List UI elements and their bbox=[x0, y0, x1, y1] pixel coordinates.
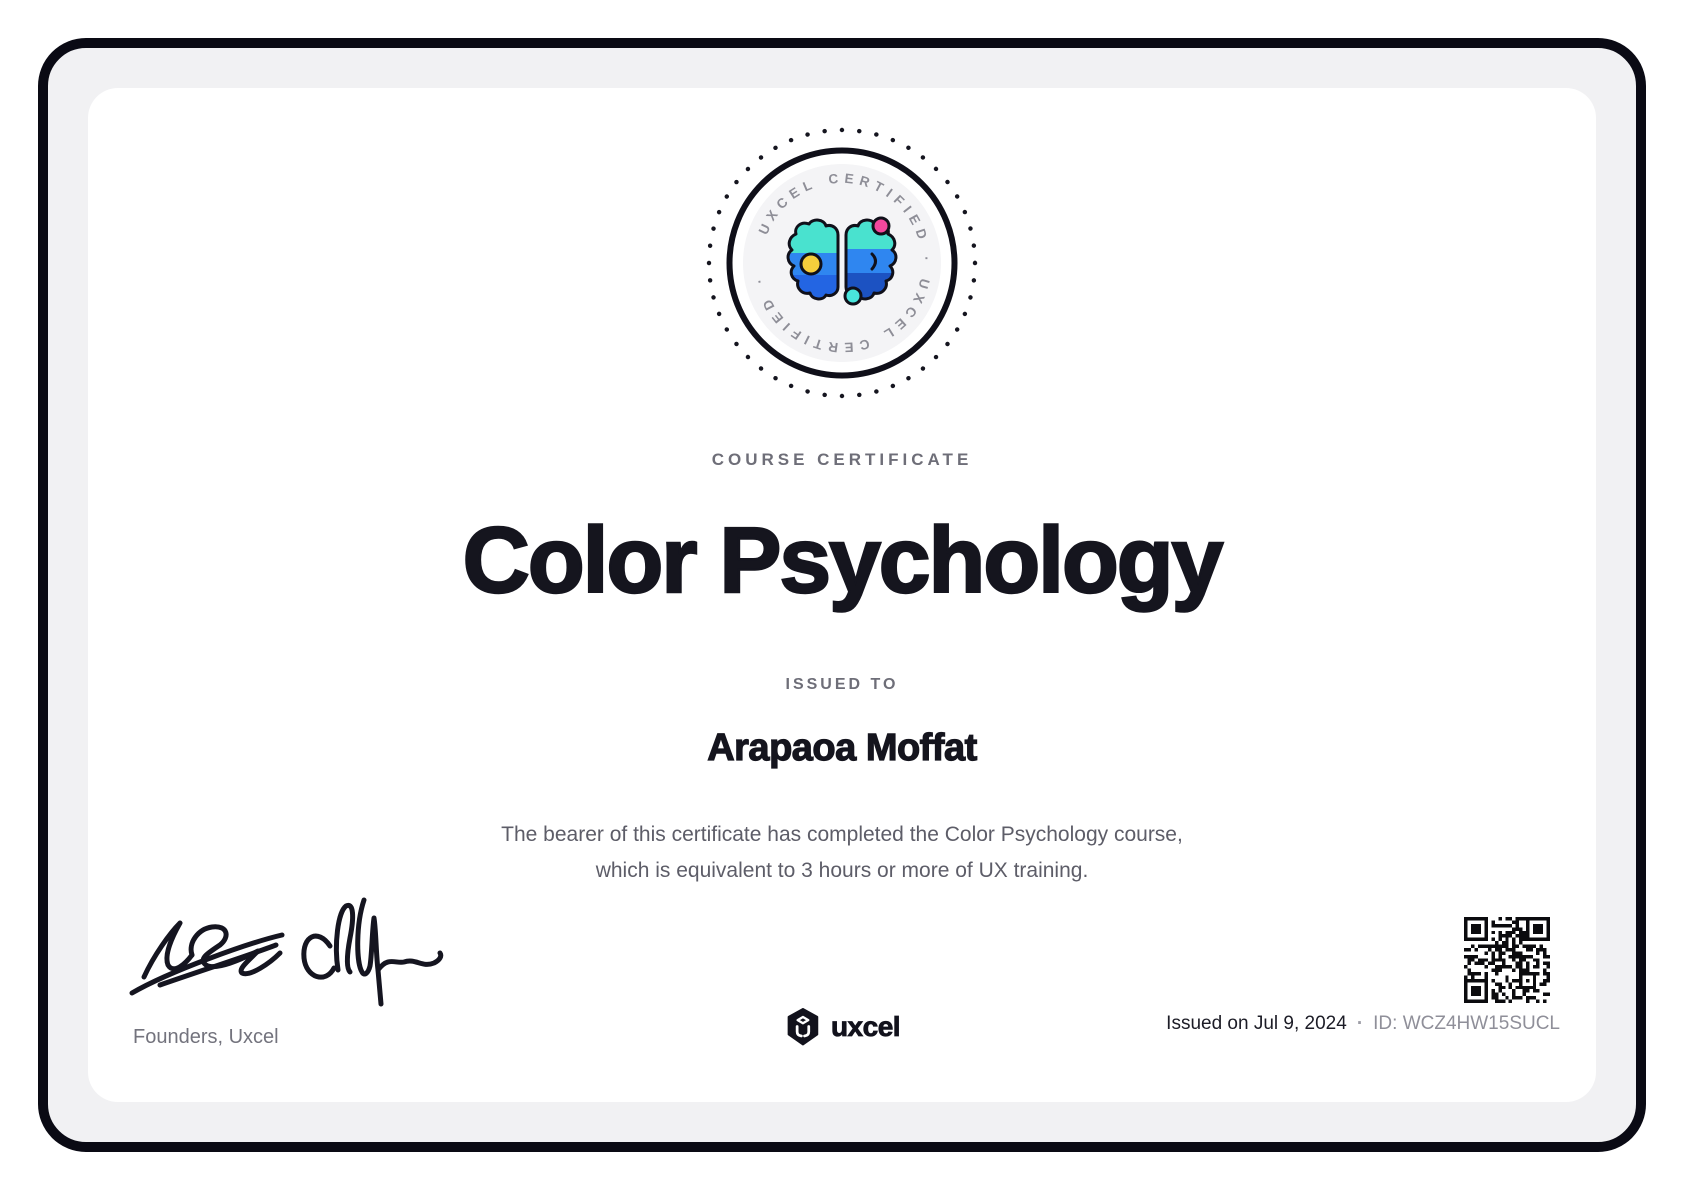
certificate-description bbox=[0, 817, 1684, 889]
recipient-name: Arapaoa Moffat bbox=[707, 727, 977, 769]
badge-ring-text: UXCEL CERTIFIED · UXCEL CERTIFIED · bbox=[750, 170, 935, 356]
uxcel-logo-icon bbox=[784, 1008, 822, 1046]
badge-inner-circle bbox=[743, 164, 941, 362]
founder-signature-left-icon bbox=[126, 893, 294, 1003]
founders-label: Founders, Uxcel bbox=[133, 1026, 279, 1048]
brain-yellow-dot bbox=[801, 254, 821, 274]
brain-cyan-dot bbox=[845, 288, 861, 304]
description-line-1: The bearer of this certificate has completed the Color Psychology course, bbox=[501, 823, 1183, 846]
issue-info bbox=[1166, 1013, 1560, 1035]
brand-wordmark: uxcel bbox=[830, 1011, 901, 1042]
description-line-2: which is equivalent to 3 hours or more of UX training. bbox=[595, 859, 1089, 882]
issued-to-label: ISSUED TO bbox=[785, 676, 899, 693]
credential-id: ID: WCZ4HW15SUCL bbox=[1373, 1013, 1560, 1034]
founder-signature-right-icon bbox=[294, 884, 446, 1008]
course-title: Color Psychology bbox=[462, 508, 1222, 612]
eyebrow-label: COURSE CERTIFICATE bbox=[711, 450, 973, 469]
brand-logo bbox=[784, 1008, 900, 1046]
certification-badge bbox=[702, 123, 982, 403]
brain-pink-dot bbox=[873, 218, 889, 234]
dot-separator: · bbox=[1356, 1013, 1364, 1034]
qr-code-icon bbox=[1464, 917, 1550, 1003]
issued-on-text: Issued on Jul 9, 2024 bbox=[1166, 1013, 1347, 1034]
